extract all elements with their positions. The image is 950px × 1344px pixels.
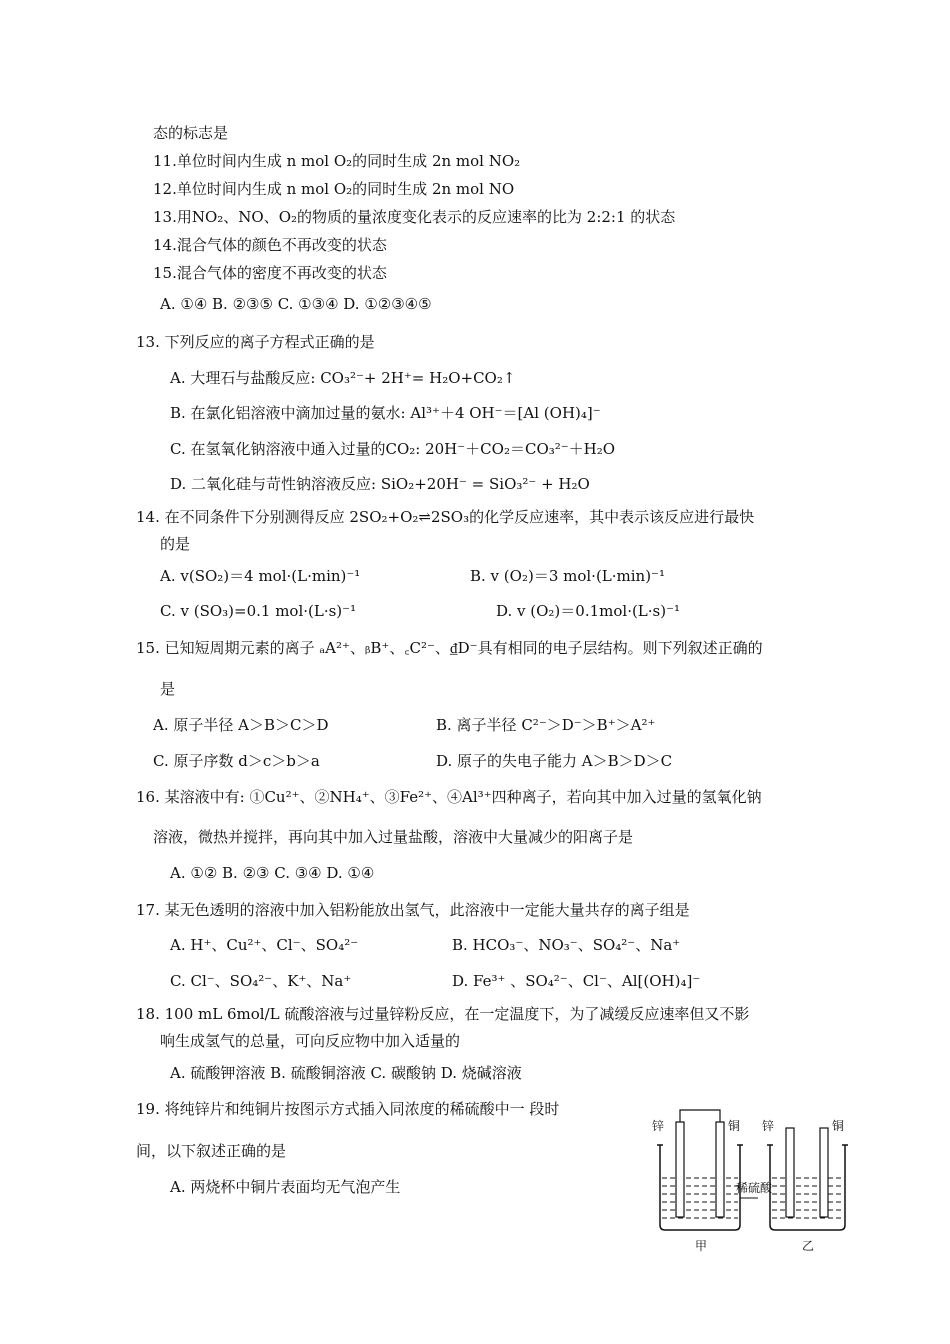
- text-line: A. 硫酸钾溶液 B. 硫酸铜溶液 C. 碳酸钠 D. 烧碱溶液: [170, 1064, 522, 1082]
- text-line: 19. 将纯锌片和纯铜片按图示方式插入同浓度的稀硫酸中一 段时: [136, 1100, 560, 1118]
- label-copper-right: 铜: [832, 1119, 845, 1133]
- text-line: C. 在氢氧化钠溶液中通入过量的CO₂: 20H⁻＋CO₂＝CO₃²⁻＋H₂O: [170, 440, 616, 458]
- label-zinc-right: 锌: [762, 1119, 775, 1133]
- text-line: A. 两烧杯中铜片表面均无气泡产生: [170, 1178, 401, 1196]
- label-zinc-left: 锌: [652, 1119, 665, 1133]
- text-line: D. 二氧化硅与苛性钠溶液反应: SiO₂+20H⁻ = SiO₃²⁻ + H₂O: [170, 475, 590, 493]
- text-line: C. Cl⁻、SO₄²⁻、K⁺、Na⁺: [170, 972, 352, 990]
- text-line: 的是: [160, 535, 191, 553]
- text-line: 态的标志是: [153, 124, 229, 142]
- text-line: 16. 某溶液中有: ①Cu²⁺、②NH₄⁺、③Fe²⁺、④Al³⁺四种离子，若向其中加入过量的氢氧化钠: [136, 788, 762, 806]
- text-line: A. H⁺、Cu²⁺、Cl⁻、SO₄²⁻: [170, 936, 359, 954]
- text-line: C. 原子序数 d＞c＞b＞a: [153, 752, 320, 770]
- label-yi: 乙: [802, 1239, 815, 1253]
- label-acid: 稀硫酸: [736, 1181, 773, 1195]
- text-line: B. v (O₂)＝3 mol·(L·min)⁻¹: [470, 567, 665, 585]
- text-line: 13. 下列反应的离子方程式正确的是: [136, 333, 375, 351]
- text-line: D. Fe³⁺ 、SO₄²⁻、Cl⁻、Al[(OH)₄]⁻: [452, 972, 701, 990]
- electrodes-jia: [676, 1110, 724, 1217]
- text-line: C. v (SO₃)=0.1 mol·(L·s)⁻¹: [160, 602, 357, 620]
- text-line: 11.单位时间内生成 n mol O₂的同时生成 2n mol NO₂: [153, 152, 521, 170]
- label-copper-left: 铜: [728, 1119, 741, 1133]
- text-line: 13.用NO₂、NO、O₂的物质的量浓度变化表示的反应速率的比为 2:2:1 的状态: [153, 208, 676, 226]
- text-line: 14. 在不同条件下分别测得反应 2SO₂+O₂⇌2SO₃的化学反应速率，其中表示该反应进行最快: [136, 508, 755, 526]
- text-line: 溶液，微热并搅拌，再向其中加入过量盐酸，溶液中大量减少的阳离子是: [153, 828, 634, 846]
- text-line: 17. 某无色透明的溶液中加入铝粉能放出氢气，此溶液中一定能大量共存的离子组是: [136, 901, 690, 919]
- text-line: A. v(SO₂)＝4 mol·(L·min)⁻¹: [160, 567, 361, 585]
- text-line: 18. 100 mL 6mol/L 硫酸溶液与过量锌粉反应，在一定温度下，为了减缓反应速率但又不影: [136, 1005, 750, 1023]
- electrodes-yi: [786, 1128, 828, 1217]
- text-line: A. ①④ B. ②③⑤ C. ①③④ D. ①②③④⑤: [160, 295, 432, 313]
- text-line: A. 大理石与盐酸反应: CO₃²⁻+ 2H⁺= H₂O+CO₂↑: [170, 369, 516, 387]
- text-line: B. 离子半径 C²⁻＞D⁻＞B⁺＞A²⁺: [436, 716, 656, 734]
- beaker-jia: [657, 1145, 743, 1230]
- text-line: D. 原子的失电子能力 A＞B＞D＞C: [436, 752, 673, 770]
- text-line: 15.混合气体的密度不再改变的状态: [153, 264, 387, 282]
- text-line: D. v (O₂)＝0.1mol·(L·s)⁻¹: [496, 602, 681, 620]
- text-line: B. 在氯化铝溶液中滴加过量的氨水: Al³⁺＋4 OH⁻＝[Al (OH)₄]⁻: [170, 404, 601, 422]
- text-line: B. HCO₃⁻、NO₃⁻、SO₄²⁻、Na⁺: [452, 936, 681, 954]
- beaker-diagram: [640, 1100, 855, 1260]
- text-line: A. ①② B. ②③ C. ③④ D. ①④: [170, 864, 375, 882]
- text-line: 12.单位时间内生成 n mol O₂的同时生成 2n mol NO: [153, 180, 515, 198]
- label-jia: 甲: [695, 1239, 708, 1253]
- text-line: 15. 已知短周期元素的离子 ₐA²⁺、ᵦB⁺、꜀C²⁻、₫D⁻具有相同的电子层结构。则下列叙述正确的: [136, 639, 763, 657]
- beaker-yi: [767, 1145, 848, 1230]
- text-line: A. 原子半径 A＞B＞C＞D: [153, 716, 329, 734]
- text-line: 响生成氢气的总量，可向反应物中加入适量的: [160, 1032, 461, 1050]
- text-line: 是: [160, 680, 176, 698]
- text-line: 14.混合气体的颜色不再改变的状态: [153, 236, 387, 254]
- text-line: 间，以下叙述正确的是: [136, 1142, 287, 1160]
